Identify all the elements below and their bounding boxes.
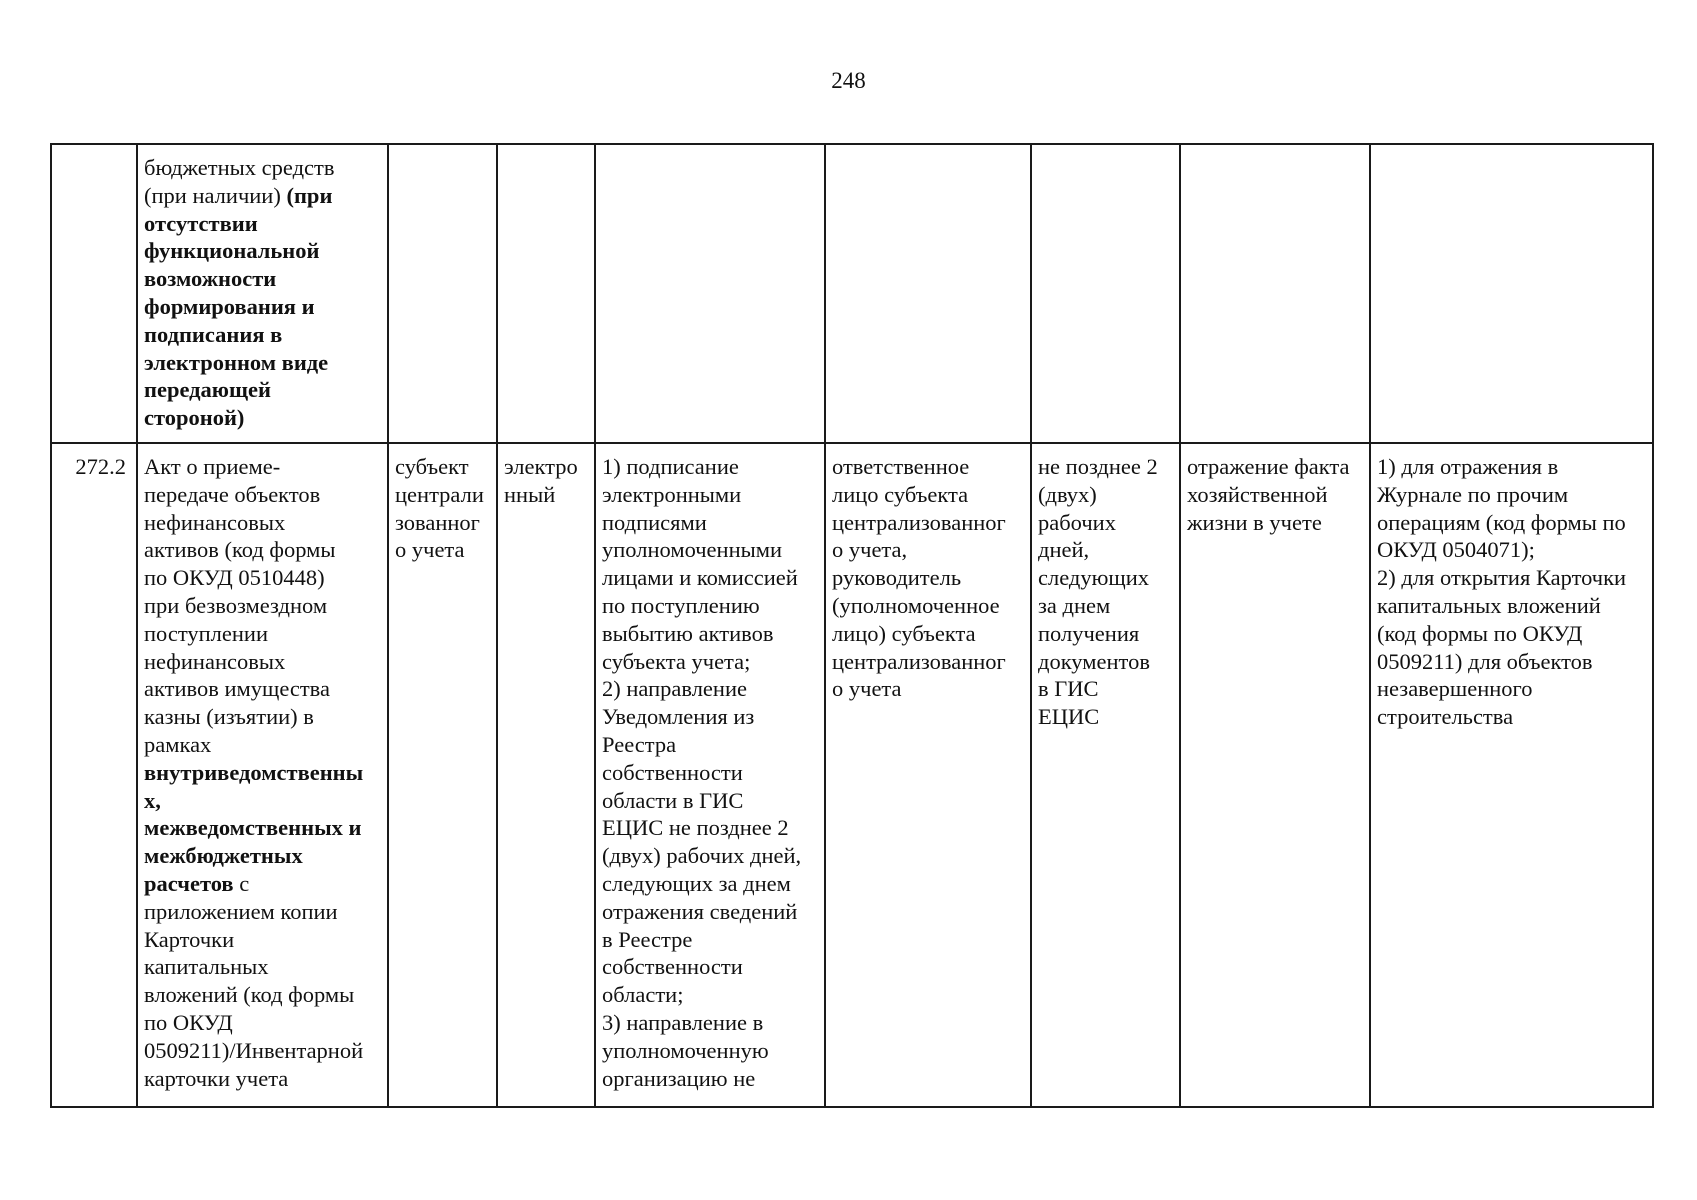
text-segment: с — [233, 870, 250, 896]
cell-line — [144, 321, 381, 349]
document-format-cell — [497, 144, 595, 443]
text-segment: Карточки — [144, 926, 235, 952]
text-segment: Акт о приеме- — [144, 454, 281, 479]
text-segment: карточки учета — [144, 1065, 289, 1091]
cell-line: ответственное — [832, 454, 970, 479]
deadline-cell — [1031, 443, 1180, 1107]
bold-text-segment: возможности — [144, 266, 277, 292]
procedure-cell — [595, 443, 825, 1107]
document-name-cell — [137, 443, 388, 1107]
purpose-cell — [1180, 144, 1370, 443]
bold-text-segment: межведомственных и — [144, 815, 362, 841]
page-number: 248 — [831, 68, 866, 93]
cell-line — [144, 787, 381, 815]
text-segment: активов имущества — [144, 676, 330, 702]
cell-line — [144, 842, 381, 870]
cell-line — [144, 154, 381, 182]
cell-line — [144, 759, 381, 787]
cell-line — [144, 509, 381, 537]
cell-line — [144, 731, 381, 759]
responsible-entity-cell — [388, 443, 497, 1107]
bold-text-segment: расчетов — [144, 870, 234, 896]
cell-line — [144, 1065, 381, 1093]
bold-text-segment: функциональной — [144, 238, 320, 264]
cell-line: отражения сведений — [602, 898, 798, 924]
text-segment: вложений (код формы — [144, 982, 355, 1008]
table-row — [51, 443, 1653, 1107]
cell-line — [144, 870, 381, 898]
cell-line: лицо субъекта — [832, 481, 969, 507]
cell-line: уполномоченными — [602, 537, 783, 563]
cell-line — [144, 814, 381, 842]
cell-line — [144, 237, 381, 265]
cell-line — [144, 1009, 381, 1037]
cell-line: не позднее 2 — [1038, 454, 1158, 479]
cell-line: организацию не — [602, 1065, 756, 1091]
cell-line: 1) для отражения в — [1377, 454, 1559, 479]
registers-cell — [1370, 144, 1653, 443]
cell-line: 0509211) для объектов — [1377, 648, 1593, 674]
cell-line — [144, 481, 381, 509]
text-segment: активов (код формы — [144, 537, 336, 563]
row-number-cell — [51, 144, 137, 443]
cell-line: 3) направление в — [602, 1009, 764, 1035]
cell-line: о учета — [395, 537, 465, 563]
text-segment: казны (изъятии) в — [144, 704, 314, 730]
responsible-person-cell — [825, 144, 1031, 443]
cell-line: (уполномоченное — [832, 592, 1000, 618]
cell-line: получения — [1038, 620, 1140, 646]
cell-line: ЕЦИС — [1038, 704, 1100, 730]
cell-line: (двух) рабочих дней, — [602, 843, 802, 869]
text-segment: по ОКУД — [144, 1009, 233, 1035]
cell-line: выбытию активов — [602, 620, 774, 646]
cell-line: руководитель — [832, 565, 962, 591]
cell-line — [144, 592, 381, 620]
cell-line — [144, 265, 381, 293]
cell-line — [144, 703, 381, 731]
cell-line: операциям (код формы по — [1377, 509, 1626, 535]
cell-line: 2) для открытия Карточки — [1377, 565, 1627, 591]
procedure-cell — [595, 144, 825, 443]
cell-line: уполномоченную — [602, 1037, 769, 1063]
cell-line: жизни в учете — [1187, 509, 1322, 535]
bold-text-segment: х, — [144, 787, 161, 813]
responsible-entity-cell — [388, 144, 497, 443]
bold-text-segment: электронном виде — [144, 349, 329, 375]
cell-line — [144, 648, 381, 676]
table-row — [51, 144, 1653, 443]
cell-line: хозяйственной — [1187, 481, 1328, 507]
cell-line: собственности — [602, 954, 743, 980]
cell-line: (двух) — [1038, 481, 1097, 507]
cell-line: в Реестре — [602, 926, 693, 952]
cell-line: о учета, — [832, 537, 908, 563]
cell-line: лицами и комиссией — [602, 565, 798, 591]
cell-line — [144, 926, 381, 954]
cell-line — [144, 536, 381, 564]
cell-line: незавершенного — [1377, 676, 1533, 702]
row-number: 272.2 — [75, 454, 126, 479]
bold-text-segment: межбюджетных — [144, 843, 303, 869]
cell-line: в ГИС — [1038, 676, 1099, 702]
cell-line: субъект — [395, 454, 469, 479]
cell-line — [144, 293, 381, 321]
cell-line — [144, 453, 381, 481]
cell-line: за днем — [1038, 592, 1111, 618]
row-number-cell — [51, 443, 137, 1107]
text-segment: 0509211)/Инвентарной — [144, 1037, 364, 1063]
cell-line: электро — [504, 454, 578, 479]
bold-text-segment: подписания в — [144, 321, 283, 347]
cell-line: зованног — [395, 509, 480, 535]
cell-line: документов — [1038, 648, 1150, 674]
cell-line — [144, 564, 381, 592]
cell-line — [144, 349, 381, 377]
cell-line: электронными — [602, 481, 742, 507]
cell-line: субъекта учета; — [602, 648, 751, 674]
cell-line: нный — [504, 481, 556, 507]
cell-line: централи — [395, 481, 484, 507]
cell-line: 2) направление — [602, 676, 747, 702]
cell-line — [144, 404, 381, 432]
cell-line — [144, 182, 381, 210]
text-segment: (при наличии) — [144, 182, 287, 208]
text-segment: при безвозмездном — [144, 592, 328, 618]
cell-line — [144, 620, 381, 648]
text-segment: бюджетных средств — [144, 155, 335, 180]
text-segment: рамках — [144, 731, 212, 757]
cell-line — [144, 376, 381, 404]
cell-line: отражение факта — [1187, 454, 1350, 479]
cell-line: ЕЦИС не позднее 2 — [602, 815, 789, 841]
cell-line — [144, 898, 381, 926]
cell-line: по поступлению — [602, 592, 760, 618]
cell-line: централизованног — [832, 509, 1006, 535]
cell-line: строительства — [1377, 704, 1514, 730]
bold-text-segment: передающей — [144, 377, 271, 403]
cell-line: о учета — [832, 676, 902, 702]
text-segment: нефинансовых — [144, 648, 286, 674]
document-format-cell — [497, 443, 595, 1107]
registers-cell — [1370, 443, 1653, 1107]
text-segment: по ОКУД 0510448) — [144, 565, 325, 591]
bold-text-segment: (при — [286, 182, 333, 208]
cell-line: собственности — [602, 759, 743, 785]
bold-text-segment: стороной) — [144, 405, 245, 431]
bold-text-segment: отсутствии — [144, 210, 258, 236]
text-segment: нефинансовых — [144, 509, 286, 535]
cell-line: ОКУД 0504071); — [1377, 537, 1535, 563]
cell-line — [144, 953, 381, 981]
purpose-cell — [1180, 443, 1370, 1107]
cell-line: капитальных вложений — [1377, 592, 1601, 618]
cell-line: централизованног — [832, 648, 1006, 674]
text-segment: поступлении — [144, 620, 269, 646]
document-table — [50, 143, 1654, 1108]
deadline-cell — [1031, 144, 1180, 443]
responsible-person-cell — [825, 443, 1031, 1107]
document-name-cell — [137, 144, 388, 443]
cell-line: 1) подписание — [602, 454, 739, 479]
bold-text-segment: внутриведомственны — [144, 759, 364, 785]
cell-line: лицо) субъекта — [832, 620, 976, 646]
cell-line: области; — [602, 982, 684, 1008]
cell-line — [144, 210, 381, 238]
cell-line: рабочих — [1038, 509, 1116, 535]
cell-line: следующих за днем — [602, 870, 791, 896]
cell-line: следующих — [1038, 565, 1150, 591]
text-segment: приложением копии — [144, 898, 338, 924]
cell-line: Журнале по прочим — [1377, 481, 1569, 507]
cell-line: Реестра — [602, 731, 677, 757]
bold-text-segment: формирования и — [144, 293, 315, 319]
cell-line: (код формы по ОКУД — [1377, 620, 1583, 646]
cell-line: области в ГИС — [602, 787, 744, 813]
cell-line: дней, — [1038, 537, 1090, 563]
cell-line: Уведомления из — [602, 704, 755, 730]
text-segment: капитальных — [144, 954, 269, 980]
cell-line: подписями — [602, 509, 707, 535]
cell-line — [144, 675, 381, 703]
cell-line — [144, 1037, 381, 1065]
text-segment: передаче объектов — [144, 481, 321, 507]
cell-line — [144, 981, 381, 1009]
